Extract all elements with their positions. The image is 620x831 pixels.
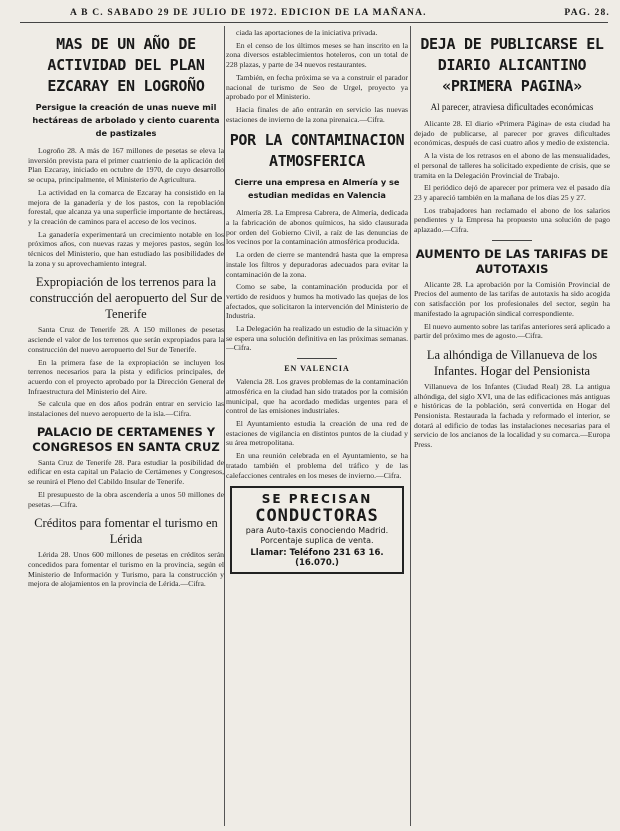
headline-en-valencia: EN VALENCIA (284, 364, 350, 374)
headline-plan-ezcaray: MAS DE UN AÑO DE ACTIVIDAD DEL PLAN EZCARAY EN LOGROÑO (47, 35, 205, 95)
running-head-left: A B C. SABADO 29 DE JULIO DE 1972. EDICION DE LA MAÑANA. (70, 8, 427, 18)
paragraph: Como se sabe, la contaminación producida por el vertido de residuos y humos ha motivado las quejas de los afectados, que solicitaron la intervención del Ministerio de Industria. (226, 282, 408, 321)
paragraph: La actividad en la comarca de Ezcaray ha consistido en la mejora de la ganadería y de los pastos, con la repoblación forestal, que alcanza ya una superficie importante de hectáreas, y la creación de caminos para el acceso de los vecinos. (28, 187, 224, 226)
column-left (28, 28, 224, 828)
column-rule (410, 26, 411, 826)
headline-contaminacion: POR LA CONTAMINACION ATMOSFERICA (229, 131, 405, 171)
headline-aeropuerto-tenerife: Expropiación de los terrenos para la construcción del aeropuerto del Sur de Tenerife (29, 275, 223, 322)
paragraph: Hacia finales de año entrarán en servicio las nuevas estaciones de invierno de la zona pirenaica.—Cifra. (226, 104, 408, 124)
paragraph: La Delegación ha realizado un estudio de la situación y se espera una solución definitiva en las próximas semanas.—Cifra. (226, 324, 408, 353)
paragraph: A la vista de los retrasos en el abono de las mensualidades, el personal de talleres ha solicitado expediente de crisis, que se tramita en la Delegación Provincial de Trabajo. (414, 151, 610, 180)
paragraph: Alicante 28. La aprobación por la Comisión Provincial de Precios del aumento de las tarifas de autotaxis ha sido acogida con satisfacción por los profesionales del sector, según ha manifestado la agrupación sindical correspondiente. (414, 279, 610, 318)
paragraph: Se calcula que en dos años podrán entrar en servicio las instalaciones del nuevo aeropuerto de la isla.—Cifra. (28, 399, 224, 419)
paragraph: Alicante 28. El diario «Primera Página» de esta ciudad ha dejado de publicarse, al parecer por graves dificultades económicas, después de casi cuatro años y medio de existencia. (414, 119, 610, 148)
paragraph: En una reunión celebrada en el Ayuntamiento, se ha tratado también el problema del tráfico y de las calefacciones centrales en los meses de invierno.—Cifra. (226, 451, 408, 480)
subhead-contaminacion: Cierre una empresa en Almería y se estudian medidas en Valencia (234, 177, 400, 201)
paragraph: También, en fecha próxima se va a construir el parador nacional de turismo de Seo de Urgel, proyecto ya aprobado por el Ministerio. (226, 72, 408, 102)
paragraph: Almería 28. La Empresa Cabrera, de Almería, dedicada a la fabricación de abonos químicos, ha sido clausurada por orden del Gobierno Civil, a raíz de las denuncias de los vecinos por la contaminación atmosférica producida. (226, 208, 408, 247)
headline-tarifas-autotaxis: AUMENTO DE LAS TARIFAS DE AUTOTAXIS (415, 246, 609, 276)
ad-text: para Auto-taxis conociendo Madrid. (245, 526, 389, 536)
divider (297, 358, 337, 359)
paragraph: El periódico dejó de aparecer por primera vez el pasado día 23 y apareció también en la mañana de los días 25 y 27. (414, 183, 610, 202)
paragraph: La ganadería experimentará un crecimiento notable en los próximos años, con nuevas razas y mejores pastos, según los técnicos del Ministerio, que han estudiado las posibilidades de la zona y su aprovechamiento integral. (28, 229, 224, 268)
classified-ad-box (230, 486, 404, 574)
running-head-page: PAG. 28. (564, 8, 610, 18)
column-rule (224, 26, 225, 826)
paragraph: Lérida 28. Unos 600 millones de pesetas en créditos serán concedidos para fomentar el turismo en la provincia, según el Ministerio de Información y Turismo, para la construcción y mejora de alojamientos en la provincia de Lérida.—Cifra. (28, 550, 224, 589)
paragraph: Santa Cruz de Tenerife 28. Para estudiar la posibilidad de edificar en esta capital un Palacio de Certámenes y Congresos, se reunirá el Pleno del Cabildo Insular de Tenerife. (28, 457, 224, 487)
headline-turismo-lerida: Créditos para fomentar el turismo en Lérida (34, 516, 218, 547)
divider (492, 240, 532, 241)
paragraph: Logroño 28. A más de 167 millones de pesetas se eleva la inversión prevista para el primer cuatrienio de la aplicación del Plan Ezcaray, iniciado en octubre de 1970, de cuyo desarrollo se ocupa, principalmente, el Ministerio de Agricultura. (28, 146, 224, 185)
ad-heading: SE PRECISAN (261, 492, 373, 507)
ad-title: CONDUCTORAS (255, 506, 379, 527)
paragraph: En la primera fase de la expropiación se incluyen los terrenos necesarios para la pista y edificios principales, de acuerdo con el proyecto aprobado por la Dirección General de Infraestructura del Ministerio del Aire. (28, 357, 224, 396)
paragraph: Los trabajadores han reclamado el abono de los salarios pendientes y la Empresa ha propuesto una solución de pago aplazado.—Cifra. (414, 205, 610, 235)
running-head (70, 8, 610, 18)
paragraph: El nuevo aumento sobre las tarifas anteriores será aplicado a partir del próximo mes de agosto.—Cifra. (414, 321, 610, 341)
paragraph: El presupuesto de la obra ascendería a unos 50 millones de pesetas.—Cifra. (28, 489, 224, 509)
paragraph: ciada las aportaciones de la iniciativa privada. (236, 28, 378, 37)
paragraph: En el censo de los últimos meses se han inscrito en la zona diversos establecimientos hoteleros, con un total de 228 plazas, y parte de 34 nuevos restaurantes. (226, 40, 408, 70)
ad-phone: Llamar: Teléfono 231 63 16. (16.070.) (250, 548, 384, 569)
headline-palacio-congresos: PALACIO DE CERTAMENES Y CONGRESOS EN SANTA CRUZ (32, 424, 220, 454)
column-right (414, 28, 610, 828)
paragraph: Valencia 28. Los graves problemas de la contaminación atmosférica en la ciudad han sido tratados por la comisión municipal, que ha acordado medidas urgentes para el control de las emisiones industriales. (226, 377, 408, 416)
headline-alhondiga: La alhóndiga de Villanueva de los Infantes. Hogar del Pensionista (426, 347, 598, 378)
paragraph: Santa Cruz de Tenerife 28. A 150 millones de pesetas asciende el valor de los terrenos que serán expropiados para la construcción del nuevo aeropuerto del Sur de Tenerife. (28, 325, 224, 354)
column-middle (226, 28, 408, 828)
paragraph: Villanueva de los Infantes (Ciudad Real) 28. La antigua alhóndiga, del siglo XVI, una de las edificaciones más antiguas e históricas de la población, será convertida en Hogar del Pensionista. Restaurada la fachada y reformado el interior, se dotará al edificio de todas las instalaciones necesarias para el servicio de los ancianos de la localidad y su comarca.—Europa Press. (414, 381, 610, 450)
paragraph: El Ayuntamiento estudia la creación de una red de estaciones de vigilancia en distintos puntos de la ciudad y su área metropolitana. (226, 418, 408, 448)
ad-text: Porcentaje suplica de venta. (260, 536, 374, 546)
headline-primera-pagina: DEJA DE PUBLICARSE EL DIARIO ALICANTINO «PRIMERA PAGINA» (420, 35, 604, 95)
paragraph: La orden de cierre se mantendrá hasta que la empresa instale los filtros y depuradoras adecuados para evitar la contaminación de la zona. (226, 250, 408, 279)
subhead-plan-ezcaray: Persigue la creación de unas nueve mil hectáreas de arbolado y ciento cuarenta de pastizales (32, 102, 220, 138)
subhead-primera-pagina: Al parecer, atraviesa dificultades económicas (430, 102, 594, 112)
header-rule (20, 22, 608, 23)
